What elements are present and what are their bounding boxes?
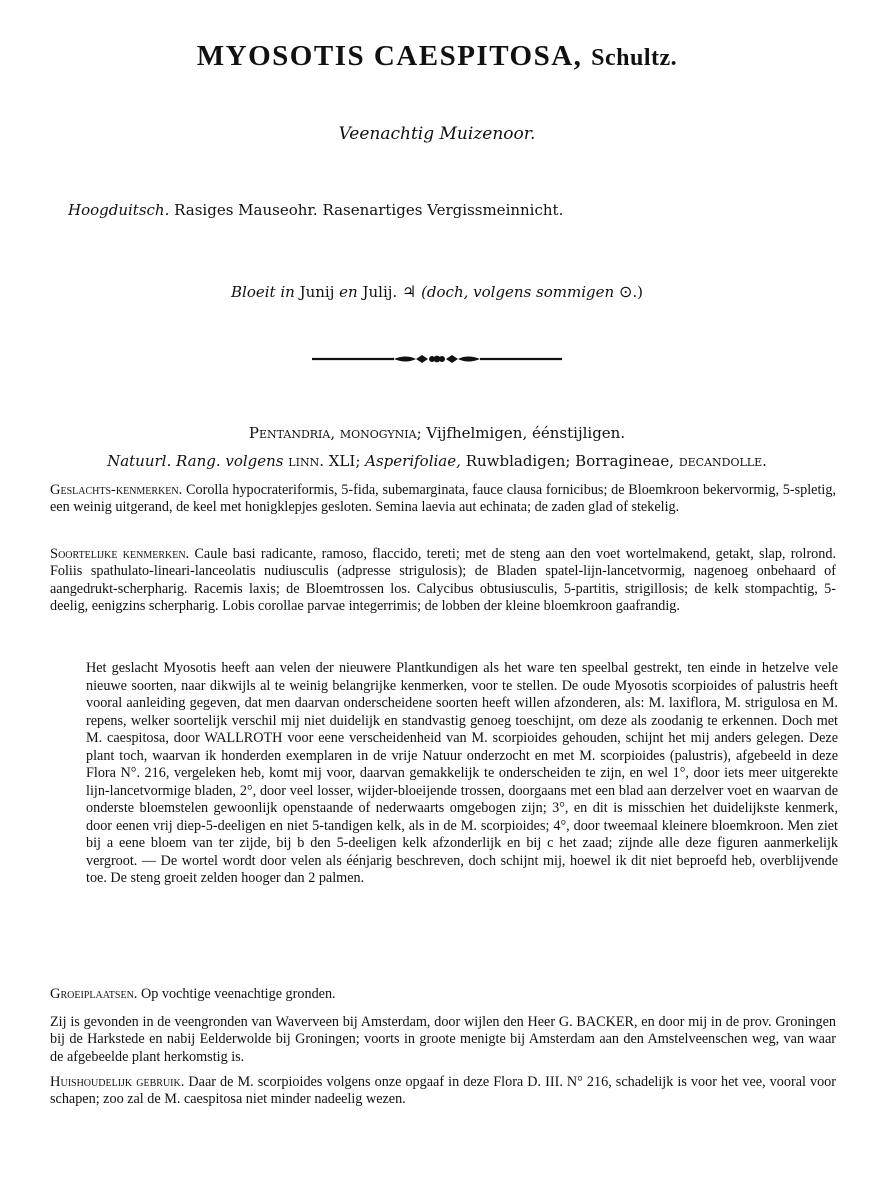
genus-text: Corolla hypocrateriformis, 5-fida, subemarginata, fauce clausa fornicibus; de Bloemkroon bekervormig, 5-spletig, een weinig uitgerand, de keel met honigklepjes gesloten. Semina laevia aut echinata; de zaden glad of stekelig. bbox=[50, 482, 836, 516]
genus-label: Geslachts-kenmerken. bbox=[50, 482, 183, 498]
bloom-en: en bbox=[339, 283, 358, 301]
habitat-text: Op vochtige veenachtige gronden. bbox=[140, 986, 336, 1002]
rang-family-dutch: Ruwbladigen; Borragineae, bbox=[465, 452, 675, 470]
dutch-name: Veenachtig Muizenoor. bbox=[338, 124, 536, 144]
rang-linn: linn. bbox=[288, 452, 324, 470]
rang-number: XLI; bbox=[328, 452, 361, 470]
natural-order bbox=[0, 452, 874, 470]
class-dutch: Vijfhelmigen, éénstijligen. bbox=[426, 424, 626, 442]
class-latin: Pentandria, monogynia; bbox=[248, 424, 422, 442]
species-characters bbox=[50, 546, 836, 616]
notes-text: Het geslacht Myosotis heeft aan velen der nieuwere Plantkundigen als het ware ten speelbal gestrekt, ten einde in hetzelve vele nieuwe soorten, naar dikwijls al te weinig belangrijke kenmerken, voor te stellen. De oude Myosotis scorpioides of palustris heeft vooral aanleiding gegeven, dat men daarvan onderscheidene soorten heeft willen afzonderen, als: M. laxiflora, M. strigulosa en M. repens, welker soortelijk verschil mij niet duidelijk en standvastig genoeg toeschijnt, om deze als zoodanig te erkennen. Doch met M. caespitosa, door WALLROTH voor eene verscheidenheid van M. scorpioides gehouden, schijnt het mij anders gelegen. Deze plant toch, waarvan ik honderden exemplaren in de vrije Natuur onderzocht en met M. scorpioides (palustris), afgebeeld in deze Flora N°. 216, vergeleken heb, komt mij voor, daarvan gemakkelijk te onderscheiden te zijn, en wel 1°, door iets meer uitgerekte lijn-lancetvormige bladen, 2°, door veel losser, wijder-bloeijende trossen, doorgaans met een blad aan derzelver voet en waarvan de onderste bloemstelen gewoonlijk openstaande of nederwaarts omgebogen zijn; 3°, en dit is misschien het duidelijkste kenmerk, door eenen vrij diep-5-deeligen en niet 5-tandigen kelk, als in de M. scorpioides; 4°, door tweemaal kleinere bloemkroon. Men ziet bij a eene bloem van ter zijde, bij b den 5-deeligen kelk afzonderlijk en bij c het zaad; zijnde alle deze figuren aanmerkelijk vergroot. — De wortel wordt door velen als éénjarig beschreven, doch schijnt mij, hoewel ik dit niet beproefd heb, overblijvende toe. De steng groeit zelden hooger dan 2 palmen. bbox=[86, 660, 838, 886]
uses-text: Daar de M. scorpioides volgens onze opgaaf in deze Flora D. III. N° 216, schadelijk is voor het vee, vooral voor schapen; zoo zal de M. caespitosa niet minder nadeelig wezen. bbox=[50, 1074, 837, 1108]
habitat bbox=[50, 986, 836, 1003]
annual-symbol-icon: ⊙ bbox=[618, 282, 633, 301]
locality-text: Zij is gevonden in de veengronden van Waverveen bij Amsterdam, door wijlen den Heer G. BACKER, en door mij in de prov. Groningen bij de Harkstede en nabij Eelderwolde bij Groningen; voorts in groote menigte bij Amsterdam aan den Amstelveenschen weg, van waar de afgebeelde plant herkomstig is. bbox=[50, 1014, 836, 1065]
linnaean-class bbox=[0, 424, 874, 442]
perennial-symbol-icon: ♃ bbox=[401, 282, 417, 301]
bloom-prefix: Bloeit in bbox=[231, 283, 295, 301]
flowering-time bbox=[0, 282, 874, 301]
species-name: MYOSOTIS CAESPITOSA, bbox=[196, 40, 583, 72]
descriptive-notes bbox=[86, 660, 838, 888]
species-label: Soortelijke kenmerken. bbox=[50, 546, 190, 562]
german-label: Hoogduitsch. bbox=[68, 201, 170, 219]
rang-decandolle: decandolle. bbox=[678, 452, 767, 470]
economic-use bbox=[50, 1074, 836, 1109]
bloom-month-2: Julij. bbox=[362, 283, 398, 301]
bloom-note: (doch, volgens sommigen bbox=[421, 283, 615, 301]
ornamental-divider bbox=[312, 350, 562, 368]
bloom-month-1: Junij bbox=[299, 283, 335, 301]
locality bbox=[50, 1014, 836, 1066]
rang-label: Natuurl. Rang. volgens bbox=[107, 452, 284, 470]
bloom-close: .) bbox=[632, 283, 643, 301]
genus-characters bbox=[50, 482, 836, 517]
species-author: Schultz. bbox=[591, 45, 678, 71]
page-title bbox=[0, 40, 874, 73]
german-names bbox=[68, 201, 563, 219]
german-text: Rasiges Mauseohr. Rasenartiges Vergissmeinnicht. bbox=[174, 201, 564, 219]
rang-family-latin: Asperifoliae, bbox=[365, 452, 461, 470]
habitat-label: Groeiplaatsen. bbox=[50, 986, 138, 1002]
species-text: Caule basi radicante, ramoso, flaccido, tereti; met de steng aan den voet wortelmakend, getakt, slap, rolrond. Foliis spathulato-lineari-lanceolatis nudiusculis (adpresse strigulosis); de Bladen spatel-lijn-lancetvormig, nagenoeg onbehaard of aangedrukt-scherpharig. Racemis laxis; de Bloemtrossen los. Calycibus obtusiusculis, 5-partitis, strigillosis; de kelk stompachtig, 5-deelig, eenigzins scherpharig. Lobis corollae parvae integerrimis; de lobben der kleine bloemkroon gaafrandig. bbox=[50, 546, 837, 615]
uses-label: Huishoudelijk gebruik. bbox=[50, 1074, 185, 1090]
